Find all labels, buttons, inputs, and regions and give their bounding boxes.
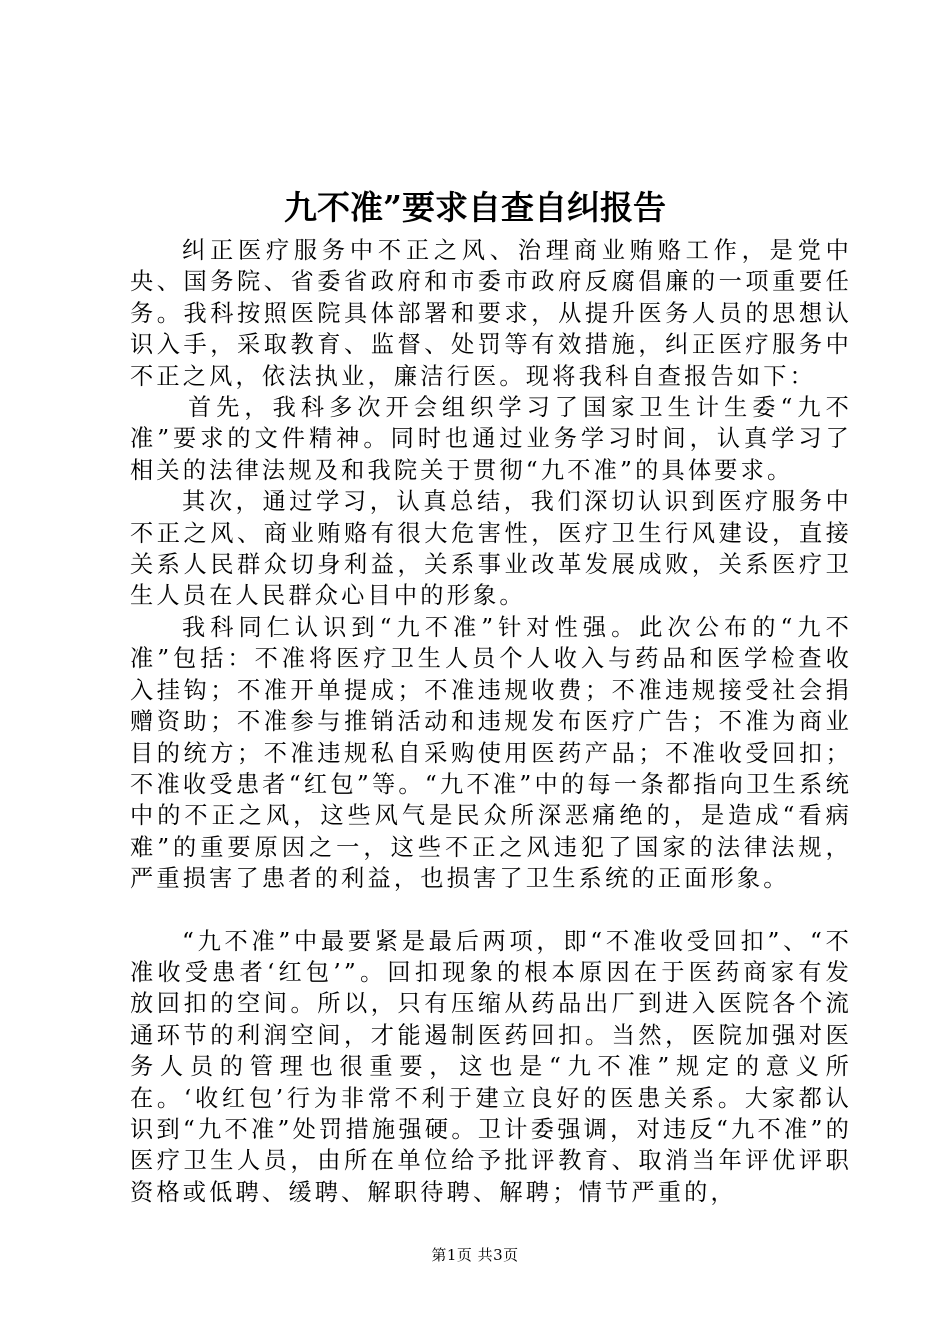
paragraph-intro: 纠正医疗服务中不正之风、治理商业贿赂工作，是党中央、国务院、省委省政府和市委市政府反腐倡廉的一项重要任务。我科按照医院具体部署和要求，从提升医务人员的思想认识入手，采取教育、监督、处罚等有效措施，纠正医疗服务中不正之风，依法执业，廉洁行医。现将我科自查报告如下：	[130, 237, 852, 390]
paragraph-nine-rules: 我科同仁认识到“九不准”针对性强。此次公布的“九不准”包括：不准将医疗卫生人员个人收入与药品和医学检查收入挂钩；不准开单提成；不准违规收费；不准违规接受社会捐赠资助；不准参与推销活动和违规发布医疗广告；不准为商业目的统方；不准违规私自采购使用医药产品；不准收受回扣；不准收受患者“红包”等。“九不准”中的每一条都指向卫生系统中的不正之风，这些风气是民众所深恶痛绝的，是造成“看病难”的重要原因之一，这些不正之风违犯了国家的法律法规，严重损害了患者的利益，也损害了卫生系统的正面形象。	[130, 613, 852, 893]
page-footer: 第1页 共3页	[431, 1246, 519, 1264]
paragraph-first: 首先，我科多次开会组织学习了国家卫生计生委“九不准”要求的文件精神。同时也通过业务学习时间，认真学习了相关的法律法规及和我院关于贯彻“九不准”的具体要求。	[130, 394, 852, 484]
paragraph-second: 其次，通过学习，认真总结，我们深切认识到医疗服务中不正之风、商业贿赂有很大危害性，医疗卫生行风建设，直接关系人民群众切身利益，关系事业改革发展成败，关系医疗卫生人员在人民群众心目中的形象。	[130, 488, 852, 610]
document-title: 九不准”要求自查自纠报告	[284, 188, 666, 227]
paragraph-spacer	[130, 895, 852, 926]
document-body	[130, 235, 852, 1208]
paragraph-key-points: “九不准”中最要紧是最后两项，即“不准收受回扣”、“不准收受患者‘红包’”。回扣现象的根本原因在于医药商家有发放回扣的空间。所以，只有压缩从药品出厂到进入医院各个流通环节的利润空间，才能遏制医药回扣。当然，医院加强对医务人员的管理也很重要，这也是“九不准”规定的意义所在。‘收红包’行为非常不利于建立良好的医患关系。大家都认识到“九不准”处罚措施强硬。卫计委强调，对违反“九不准”的医疗卫生人员，由所在单位给予批评教育、取消当年评优评职资格或低聘、缓聘、解职待聘、解聘；情节严重的，	[130, 927, 852, 1206]
